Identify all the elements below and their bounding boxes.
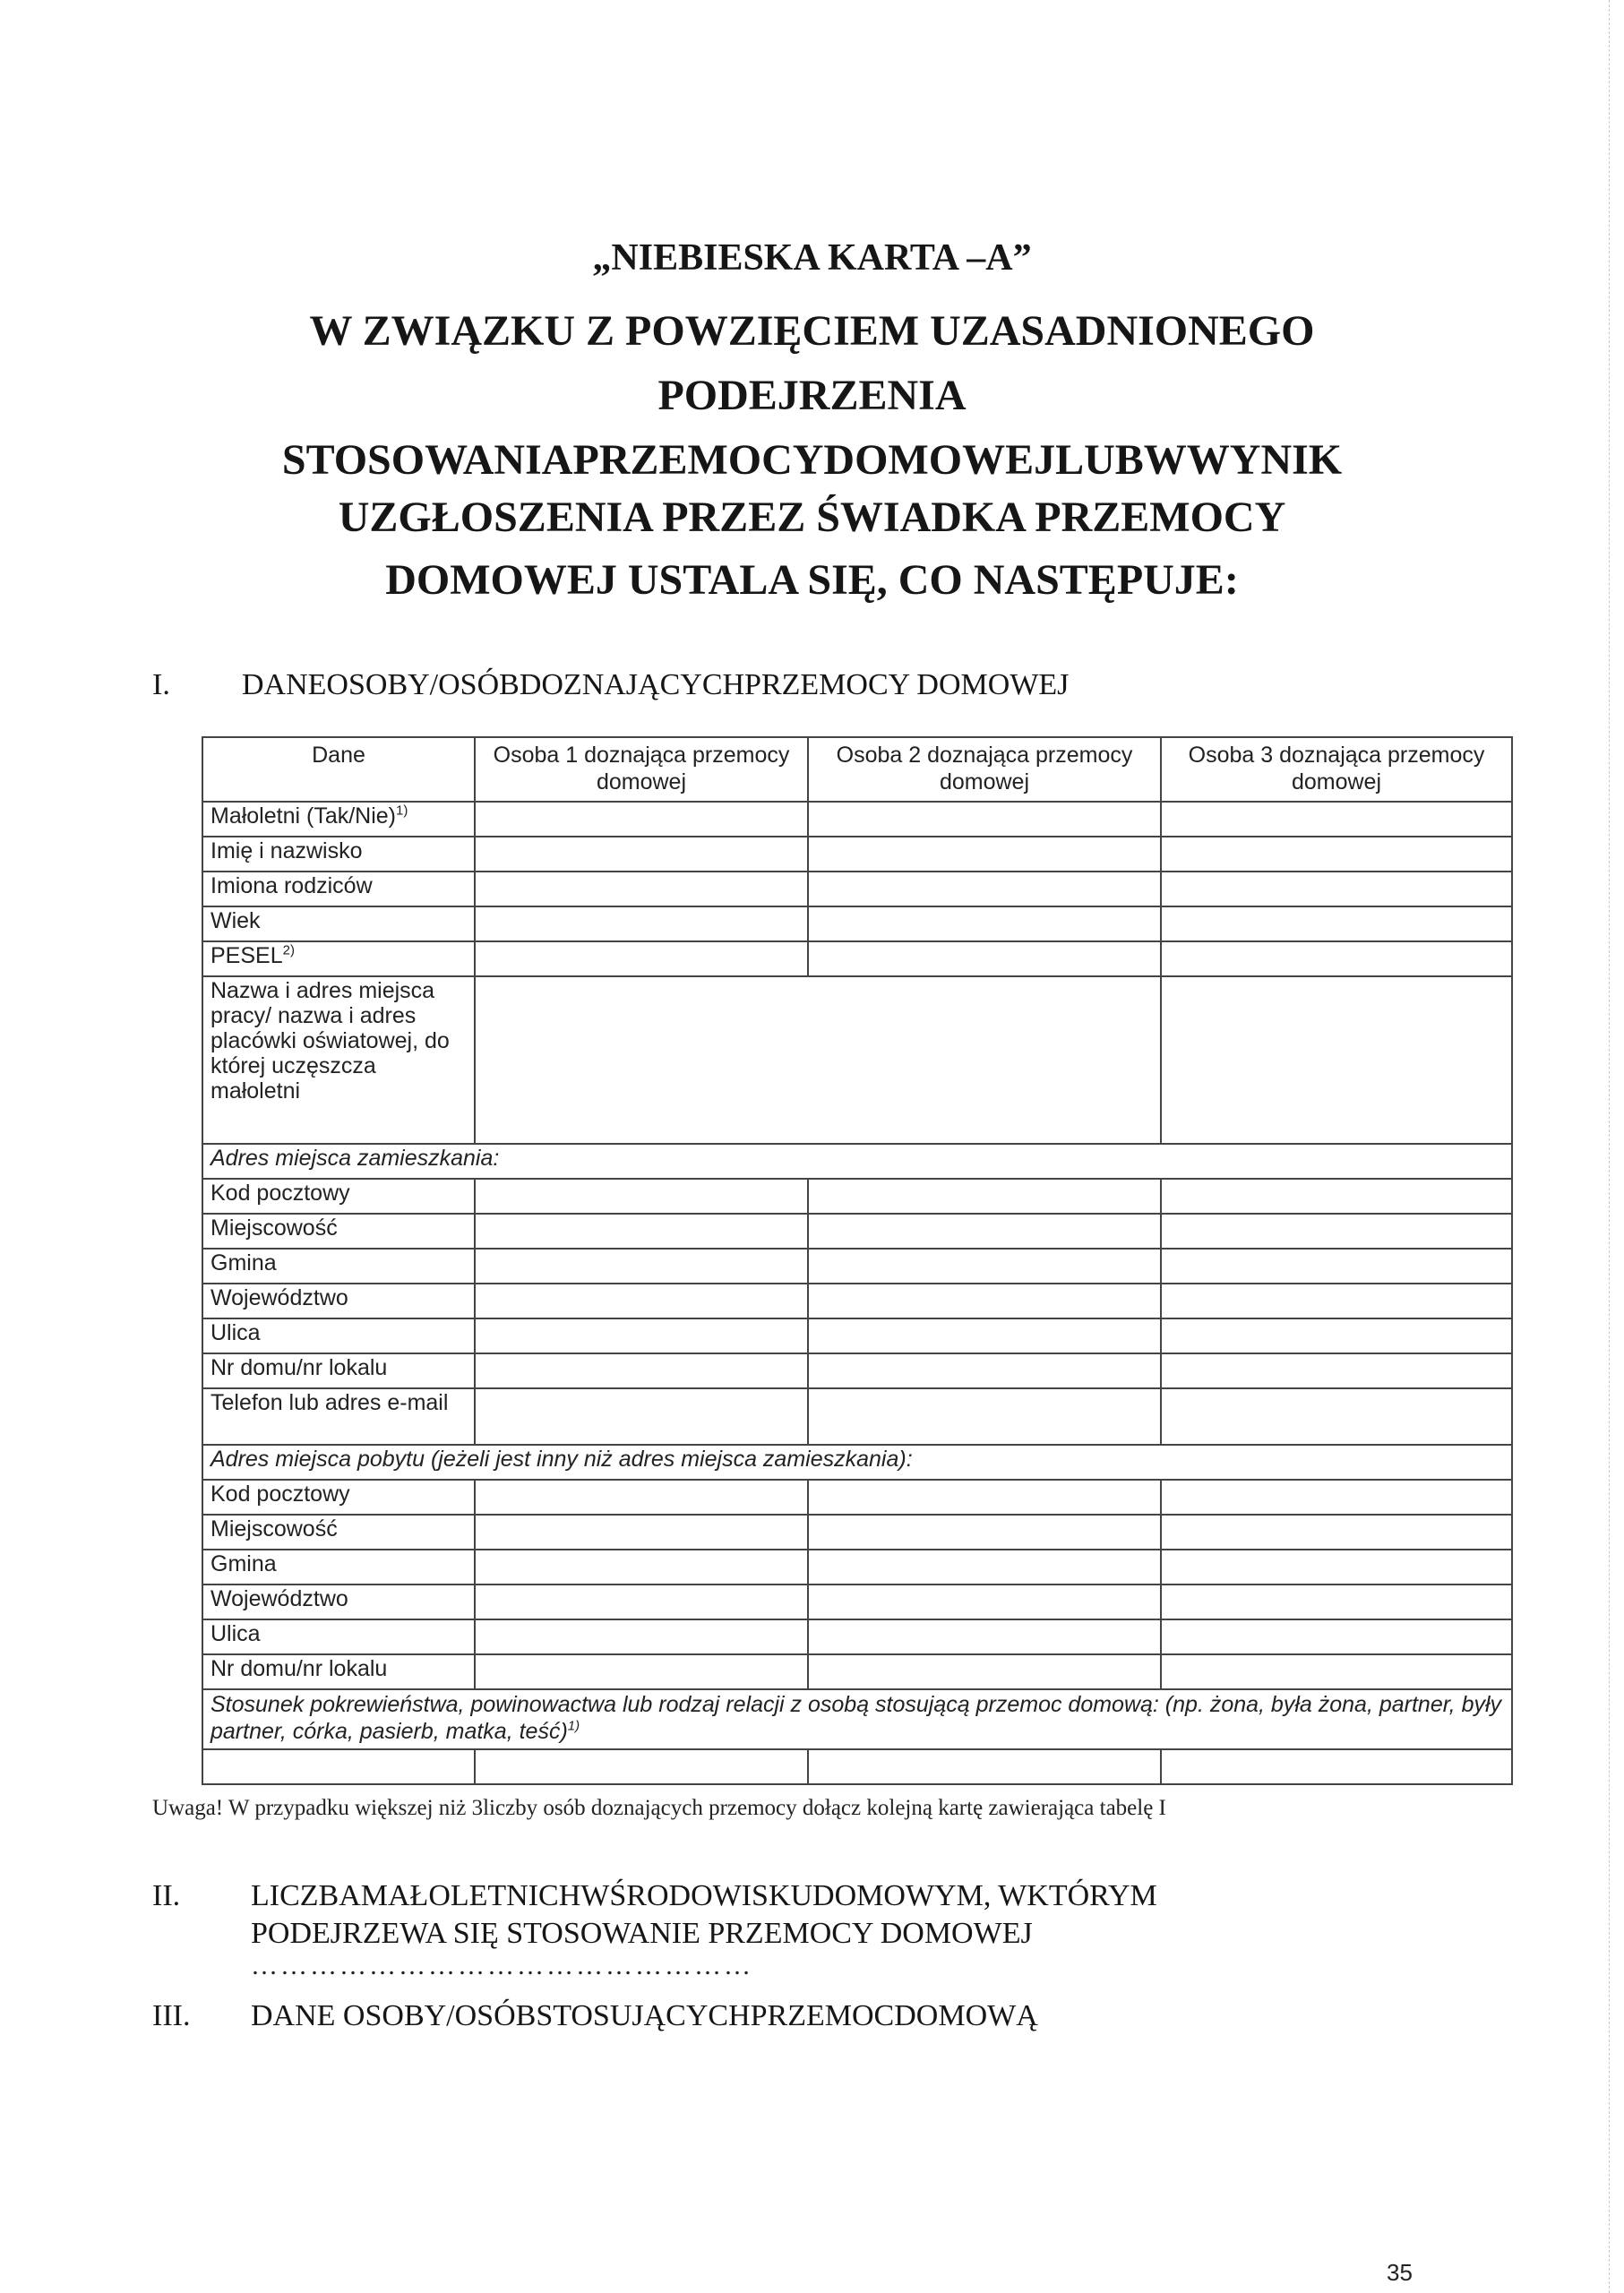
field-pesel-osoba-2[interactable] xyxy=(808,941,1161,976)
table-row xyxy=(202,1214,1512,1249)
field-telefon-osoba-3[interactable] xyxy=(1161,1388,1512,1445)
label-pobyt-kod-pocztowy: Kod pocztowy xyxy=(202,1480,475,1515)
field-gmina-osoba-2[interactable] xyxy=(808,1249,1161,1284)
field-nr-domu-osoba-2[interactable] xyxy=(808,1353,1161,1388)
field-nr-domu-osoba-3[interactable] xyxy=(1161,1353,1512,1388)
field-pesel-osoba-3[interactable] xyxy=(1161,941,1512,976)
section-3-title: DANE OSOBY/OSÓBSTOSUJĄCYCHPRZEMOCDOMOWĄ xyxy=(251,1999,1038,2032)
form-subtitle-line-5: DOMOWEJ USTALA SIĘ, CO NASTĘPUJE: xyxy=(385,556,1239,604)
field-pobyt-wojewodztwo-osoba-3[interactable] xyxy=(1161,1584,1512,1619)
table-row xyxy=(202,1619,1512,1654)
field-ulica-osoba-2[interactable] xyxy=(808,1318,1161,1353)
field-rodzice-osoba-2[interactable] xyxy=(808,872,1161,906)
label-wiek: Wiek xyxy=(202,906,475,941)
section-1-title: DANEOSOBY/OSÓBDOZNAJĄCYCHPRZEMOCY DOMOWEJ xyxy=(242,668,1070,701)
section-2-title-line-2: PODEJRZEWA SIĘ STOSOWANIE PRZEMOCY DOMOWEJ xyxy=(251,1917,1033,1950)
field-pobyt-nr-domu-osoba-2[interactable] xyxy=(808,1654,1161,1689)
field-pobyt-ulica-osoba-2[interactable] xyxy=(808,1619,1161,1654)
section-2-number: II. xyxy=(152,1879,181,1912)
form-title: „NIEBIESKA KARTA –A” xyxy=(592,237,1032,279)
field-pobyt-gmina-osoba-1[interactable] xyxy=(475,1550,808,1584)
table-row xyxy=(202,1388,1512,1445)
table-row xyxy=(202,1249,1512,1284)
table-row xyxy=(202,1515,1512,1550)
field-kod-osoba-3[interactable] xyxy=(1161,1179,1512,1214)
label-pobyt-gmina: Gmina xyxy=(202,1550,475,1584)
field-wojewodztwo-osoba-2[interactable] xyxy=(808,1284,1161,1318)
field-stosunek-osoba-2[interactable] xyxy=(808,1749,1161,1784)
field-wiek-osoba-1[interactable] xyxy=(475,906,808,941)
table-row xyxy=(202,872,1512,906)
label-kod-pocztowy: Kod pocztowy xyxy=(202,1179,475,1214)
table-row xyxy=(202,1550,1512,1584)
field-praca-osoba-1-2[interactable] xyxy=(475,976,1161,1144)
table-row xyxy=(202,1445,1512,1480)
label-wojewodztwo: Województwo xyxy=(202,1284,475,1318)
label-pobyt-nr-domu: Nr domu/nr lokalu xyxy=(202,1654,475,1689)
field-telefon-osoba-2[interactable] xyxy=(808,1388,1161,1445)
field-pobyt-kod-osoba-2[interactable] xyxy=(808,1480,1161,1515)
field-ulica-osoba-1[interactable] xyxy=(475,1318,808,1353)
header-osoba-3: Osoba 3 doznająca przemocy domowej xyxy=(1161,737,1512,802)
subheading-adres-pobytu: Adres miejsca pobytu (jeżeli jest inny niż adres miejsca zamieszkania): xyxy=(202,1445,1512,1480)
form-subtitle-line-4: UZGŁOSZENIA PRZEZ ŚWIADKA PRZEMOCY xyxy=(338,494,1286,541)
label-miejsce-pracy: Nazwa i adres miejsca pracy/ nazwa i adres placówki oświatowej, do której uczęszcza małoletni xyxy=(202,976,475,1144)
field-pobyt-gmina-osoba-2[interactable] xyxy=(808,1550,1161,1584)
label-pobyt-ulica: Ulica xyxy=(202,1619,475,1654)
section-1-number: I. xyxy=(152,668,170,701)
note-uwaga: Uwaga! W przypadku większej niż 3liczby osób doznających przemocy dołącz kolejną kartę zawierająca tabelę I xyxy=(152,1796,1166,1820)
label-imiona-rodzicow: Imiona rodziców xyxy=(202,872,475,906)
field-pobyt-ulica-osoba-3[interactable] xyxy=(1161,1619,1512,1654)
section-2-title-line-1: LICZBAMAŁOLETNICHWŚRODOWISKUDOMOWYM, WKTÓRYM xyxy=(251,1879,1157,1912)
field-wojewodztwo-osoba-3[interactable] xyxy=(1161,1284,1512,1318)
field-maloletni-osoba-3[interactable] xyxy=(1161,802,1512,837)
header-osoba-2: Osoba 2 doznająca przemocy domowej xyxy=(808,737,1161,802)
field-pobyt-gmina-osoba-3[interactable] xyxy=(1161,1550,1512,1584)
field-imie-osoba-3[interactable] xyxy=(1161,837,1512,872)
field-miejscowosc-osoba-2[interactable] xyxy=(808,1214,1161,1249)
label-pesel: PESEL$^{2)}$ xyxy=(202,941,475,976)
field-praca-osoba-3[interactable] xyxy=(1161,976,1512,1144)
field-pobyt-nr-domu-osoba-1[interactable] xyxy=(475,1654,808,1689)
field-pobyt-kod-osoba-3[interactable] xyxy=(1161,1480,1512,1515)
field-stosunek-label-blank xyxy=(202,1749,475,1784)
field-rodzice-osoba-1[interactable] xyxy=(475,872,808,906)
header-dane: Dane xyxy=(202,737,475,802)
field-telefon-osoba-1[interactable] xyxy=(475,1388,808,1445)
field-maloletni-osoba-2[interactable] xyxy=(808,802,1161,837)
label-maloletni: Małoletni $(Tak/Nie)^{1)}$ xyxy=(202,802,475,837)
field-imie-osoba-1[interactable] xyxy=(475,837,808,872)
table-header-row xyxy=(202,737,1512,802)
field-wiek-osoba-2[interactable] xyxy=(808,906,1161,941)
field-maloletni-osoba-1[interactable] xyxy=(475,802,808,837)
field-pobyt-ulica-osoba-1[interactable] xyxy=(475,1619,808,1654)
table-row xyxy=(202,1284,1512,1318)
table-row xyxy=(202,1654,1512,1689)
field-pobyt-miejscowosc-osoba-2[interactable] xyxy=(808,1515,1161,1550)
subheading-adres-zamieszkania: Adres miejsca zamieszkania: xyxy=(202,1144,1512,1179)
table-row xyxy=(202,976,1512,1144)
field-miejscowosc-osoba-1[interactable] xyxy=(475,1214,808,1249)
form-subtitle-line-1: W ZWIĄZKU Z POWZIĘCIEM UZASADNIONEGO xyxy=(309,307,1315,355)
label-imie-nazwisko: Imię i nazwisko xyxy=(202,837,475,872)
label-telefon-email: Telefon lub adres e-mail xyxy=(202,1388,475,1445)
label-gmina: Gmina xyxy=(202,1249,475,1284)
field-pobyt-wojewodztwo-osoba-1[interactable] xyxy=(475,1584,808,1619)
section-2-answer-line[interactable]: …………………………………………… xyxy=(251,1951,753,1980)
field-pobyt-nr-domu-osoba-3[interactable] xyxy=(1161,1654,1512,1689)
label-ulica: Ulica xyxy=(202,1318,475,1353)
table-row xyxy=(202,941,1512,976)
table-row xyxy=(202,1689,1512,1749)
table-row xyxy=(202,1749,1512,1784)
field-stosunek-osoba-1[interactable] xyxy=(475,1749,808,1784)
table-row xyxy=(202,1144,1512,1179)
table-row xyxy=(202,1480,1512,1515)
label-miejscowosc: Miejscowość xyxy=(202,1214,475,1249)
field-kod-osoba-1[interactable] xyxy=(475,1179,808,1214)
table-row xyxy=(202,837,1512,872)
label-pobyt-wojewodztwo: Województwo xyxy=(202,1584,475,1619)
table-row xyxy=(202,1584,1512,1619)
field-kod-osoba-2[interactable] xyxy=(808,1179,1161,1214)
field-pobyt-miejscowosc-osoba-3[interactable] xyxy=(1161,1515,1512,1550)
page-number: 35 xyxy=(1387,2259,1413,2286)
form-subtitle-line-2: PODEJRZENIA xyxy=(657,372,967,419)
form-subtitle-line-3: STOSOWANIAPRZEMOCYDOMOWEJLUBWWYNIK xyxy=(281,436,1343,484)
field-rodzice-osoba-3[interactable] xyxy=(1161,872,1512,906)
field-pobyt-wojewodztwo-osoba-2[interactable] xyxy=(808,1584,1161,1619)
field-ulica-osoba-3[interactable] xyxy=(1161,1318,1512,1353)
subheading-stosunek-pokrewienstwa: Stosunek pokrewieństwa, powinowactwa lub rodzaj relacji z osobą stosującą przemoc domową: (np. żona, była żona, partner, były partner, córka, pasierb, matka, teść)$^{1)}$ xyxy=(202,1689,1512,1749)
table-row xyxy=(202,1318,1512,1353)
field-wiek-osoba-3[interactable] xyxy=(1161,906,1512,941)
table-row xyxy=(202,1353,1512,1388)
field-nr-domu-osoba-1[interactable] xyxy=(475,1353,808,1388)
field-wojewodztwo-osoba-1[interactable] xyxy=(475,1284,808,1318)
field-pesel-osoba-1[interactable] xyxy=(475,941,808,976)
victims-data-table xyxy=(202,736,1513,1785)
header-osoba-1: Osoba 1 doznająca przemocy domowej xyxy=(475,737,808,802)
field-stosunek-osoba-3[interactable] xyxy=(1161,1749,1512,1784)
field-pobyt-kod-osoba-1[interactable] xyxy=(475,1480,808,1515)
table-row xyxy=(202,802,1512,837)
field-pobyt-miejscowosc-osoba-1[interactable] xyxy=(475,1515,808,1550)
section-3-number: III. xyxy=(152,1999,191,2032)
table-row xyxy=(202,906,1512,941)
field-imie-osoba-2[interactable] xyxy=(808,837,1161,872)
label-nr-domu: Nr domu/nr lokalu xyxy=(202,1353,475,1388)
field-miejscowosc-osoba-3[interactable] xyxy=(1161,1214,1512,1249)
field-gmina-osoba-3[interactable] xyxy=(1161,1249,1512,1284)
table-row xyxy=(202,1179,1512,1214)
label-pobyt-miejscowosc: Miejscowość xyxy=(202,1515,475,1550)
field-gmina-osoba-1[interactable] xyxy=(475,1249,808,1284)
